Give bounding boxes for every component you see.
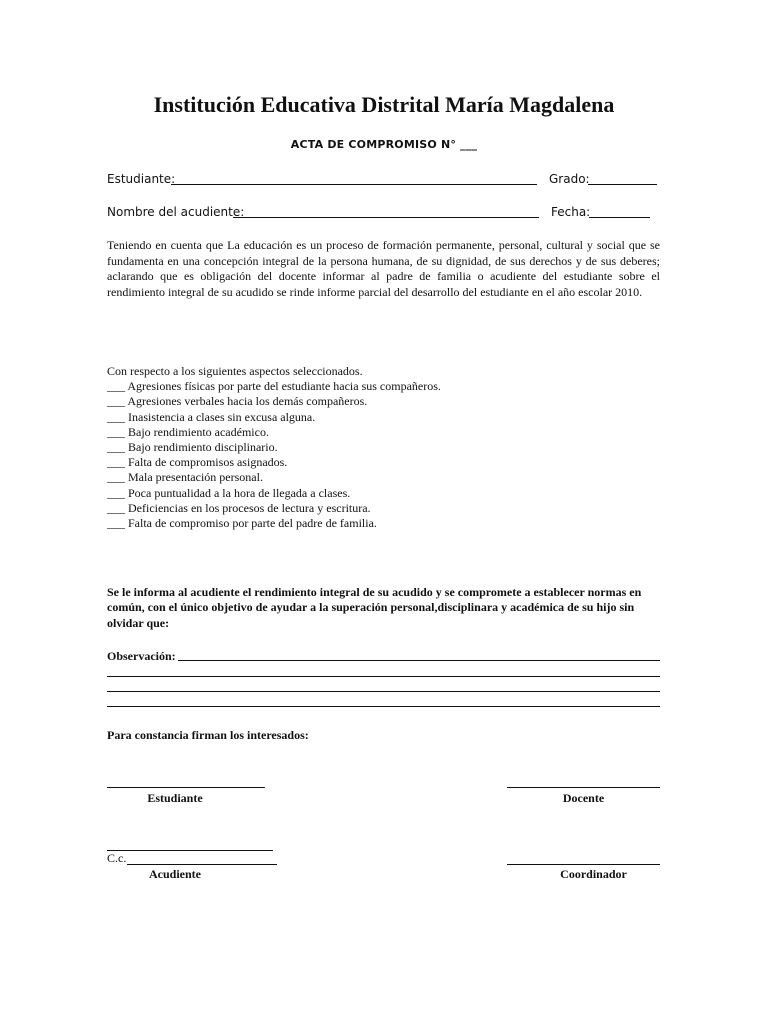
- aspects-list: [107, 364, 441, 531]
- commitment-paragraph: Se le informa al acudiente el rendimiento integral de su acudido y se compromete a establecer normas en común, con el único objetivo de ayudar a la superación personal,disciplinara y académica de su hijo sin olvidar que:: [107, 585, 642, 630]
- student-signature-line[interactable]: [107, 787, 265, 788]
- guardian-signature-line[interactable]: [107, 850, 273, 851]
- form-title: ACTA DE COMPROMISO N° ___: [290, 138, 478, 151]
- aspect-item: ___ Mala presentación personal.: [107, 470, 263, 485]
- observation-line[interactable]: [178, 660, 660, 661]
- guardian-signature-label: Acudiente: [149, 867, 201, 881]
- teacher-signature-line[interactable]: [507, 787, 660, 788]
- observation-label: Observación:: [107, 649, 176, 663]
- date-label: Fecha:: [551, 205, 591, 219]
- observation-line[interactable]: [107, 691, 660, 692]
- aspect-item: ___ Agresiones verbales hacia los demás compañeros.: [107, 394, 368, 409]
- aspect-item: ___ Poca puntualidad a la hora de llegada a clases.: [107, 485, 351, 500]
- guardian-line[interactable]: [233, 217, 539, 218]
- guardian-label: Nombre del acudiente:: [107, 205, 245, 219]
- grade-label: Grado:: [549, 172, 590, 186]
- aspect-item: ___ Falta de compromisos asignados.: [107, 455, 288, 470]
- cc-number-line[interactable]: [127, 864, 277, 865]
- grade-line[interactable]: [588, 184, 657, 185]
- student-line[interactable]: [171, 184, 537, 185]
- signatures-intro: Para constancia firman los interesados:: [107, 728, 309, 742]
- student-label: Estudiante:: [107, 172, 176, 186]
- aspect-item: ___ Agresiones físicas por parte del estudiante hacia sus compañeros.: [107, 379, 441, 394]
- student-signature-label: Estudiante: [147, 791, 203, 805]
- aspect-item: ___ Bajo rendimiento académico.: [107, 424, 269, 439]
- date-line[interactable]: [589, 217, 650, 218]
- observation-line[interactable]: [107, 676, 660, 677]
- aspect-item: ___ Falta de compromiso por parte del padre de familia.: [107, 516, 377, 531]
- aspects-heading: Con respecto a los siguientes aspectos seleccionados.: [107, 364, 363, 378]
- aspect-item: ___ Deficiencias en los procesos de lectura y escritura.: [107, 500, 371, 515]
- intro-paragraph: Teniendo en cuenta que La educación es un proceso de formación permanente, personal, cultural y social que se fundamenta en una concepción integral de la persona humana, de su dignidad, de sus derechos y de sus deberes; aclarando que es obligación del docente informar al padre de familia o acudiente del estudiante sobre el rendimiento integral de su acudido se rinde informe parcial del desarrollo del estudiante en el año escolar 2010.: [107, 238, 660, 299]
- institution-title: Institución Educativa Distrital María Magdalena: [153, 92, 615, 117]
- cc-label: C.c.: [107, 851, 127, 865]
- aspect-item: ___ Bajo rendimiento disciplinario.: [107, 440, 278, 455]
- coordinator-signature-label: Coordinador: [560, 867, 627, 881]
- coordinator-signature-line[interactable]: [507, 864, 660, 865]
- teacher-signature-label: Docente: [562, 791, 605, 805]
- aspect-item: ___ Inasistencia a clases sin excusa alguna.: [107, 409, 316, 424]
- observation-line[interactable]: [107, 706, 660, 707]
